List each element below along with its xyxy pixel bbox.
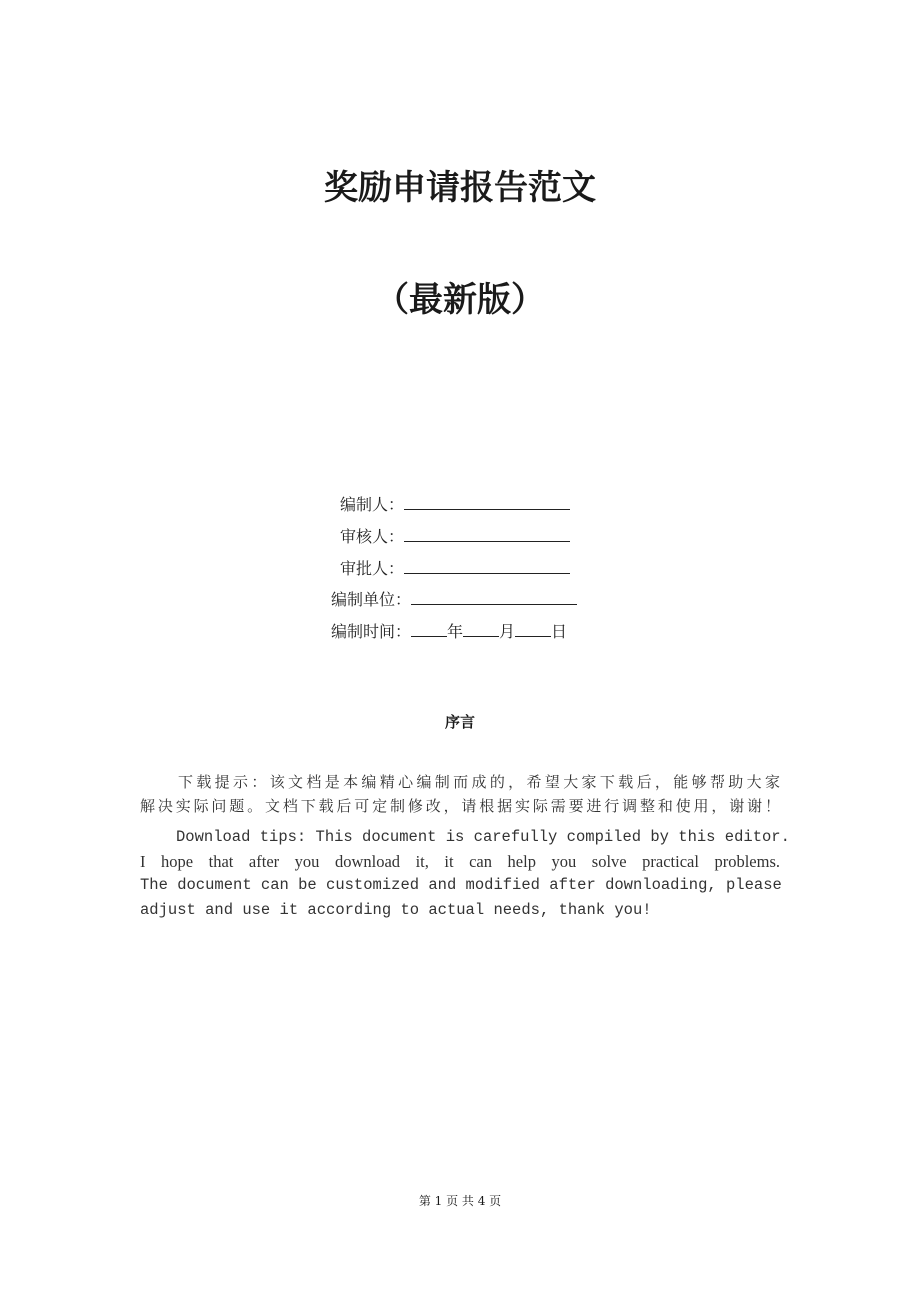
preface-en-line: The document can be customized and modified after downloading, please (140, 876, 782, 894)
field-date: 编制时间： 年 月 日 (331, 622, 568, 641)
document-subtitle: （最新版） (375, 280, 545, 320)
document-title: 奖励申请报告范文 (324, 168, 596, 208)
field-approver: 审批人： (340, 556, 570, 579)
preface-en-line: I hope that after you download it, it can help you solve practical problems. (140, 852, 780, 871)
field-unit: 编制单位： (331, 587, 577, 610)
page-footer: 第 1 页 共 4 页 (418, 1194, 502, 1208)
field-compiler: 编制人： (340, 492, 570, 515)
preface-cn-line: 下载提示：该文档是本编精心编制而成的，希望大家下载后，能够帮助大家 (178, 773, 780, 791)
preface-en-line: adjust and use it according to actual needs, thank you! (140, 901, 652, 919)
preface-en-line: Download tips: This document is carefully compiled by this editor. (176, 828, 790, 846)
field-reviewer: 审核人： (340, 524, 570, 547)
preface-heading: 序言 (444, 713, 475, 731)
preface-cn-line: 解决实际问题。文档下载后可定制修改，请根据实际需要进行调整和使用，谢谢！ (140, 797, 780, 815)
